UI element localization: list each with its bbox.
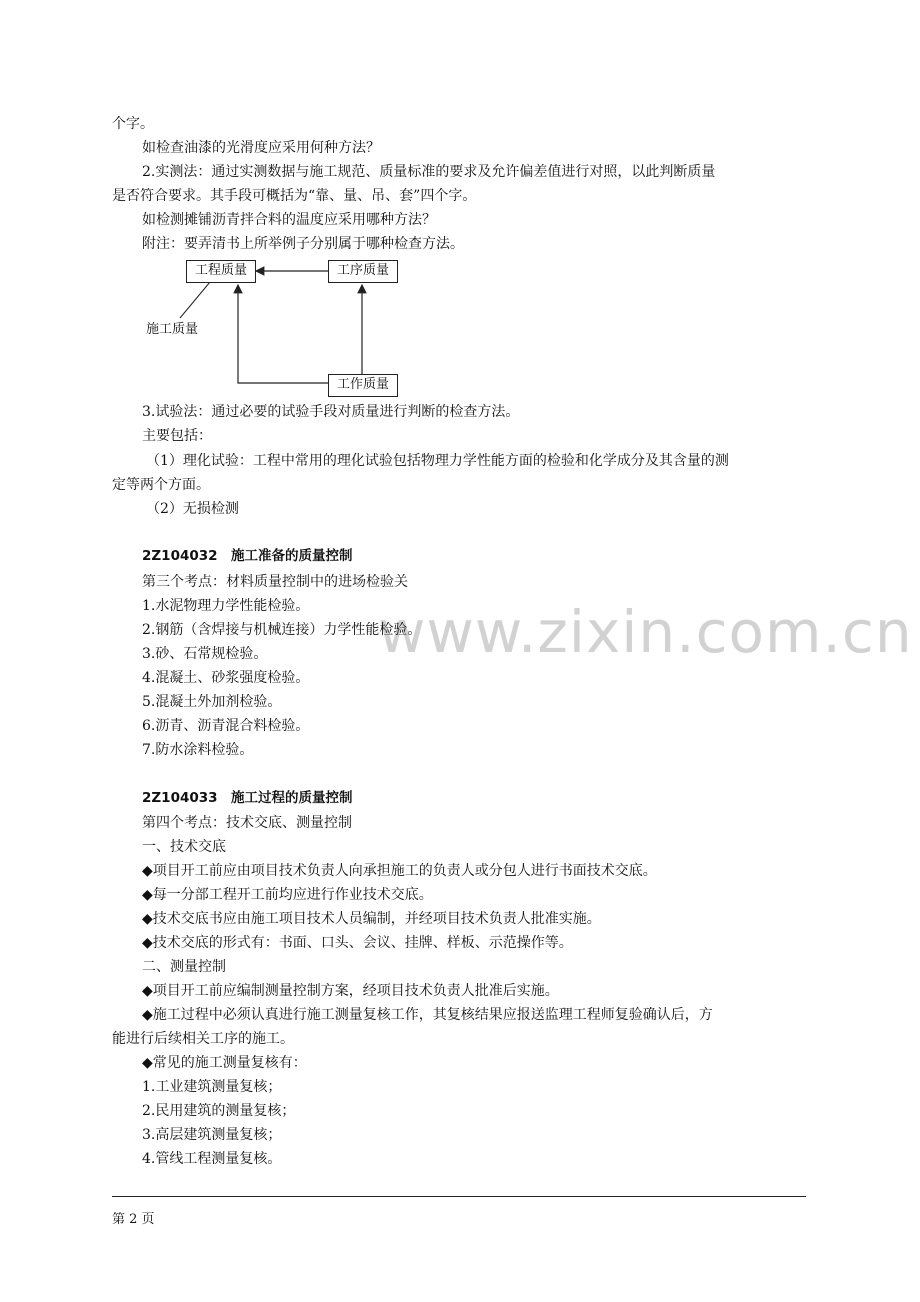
bullet-item: ◆每一分部工程开工前均应进行作业技术交底。 (142, 887, 433, 903)
text-line: 如检测摊铺沥青拌合料的温度应采用哪种方法？ (142, 212, 436, 228)
bullet-item: ◆施工过程中必须认真进行施工测量复核工作，其复核结果应报送监理工程师复验确认后，方 (142, 1007, 713, 1023)
list-item: 3.砂、石常规检验。 (142, 646, 268, 662)
list-item: 1.工业建筑测量复核； (142, 1079, 282, 1095)
bullet-item: ◆项目开工前应由项目技术负责人向承担施工的负责人或分包人进行书面技术交底。 (142, 863, 657, 879)
list-item: 4.管线工程测量复核。 (142, 1151, 282, 1167)
list-item: 6.沥青、沥青混合料检验。 (142, 718, 310, 734)
text-line: 第三个考点：材料质量控制中的进场检验关 (142, 574, 408, 590)
arrow-work-to-engineering (238, 285, 328, 383)
watermark: www.zixin.com.cn (378, 598, 913, 666)
text-line: 2.实测法：通过实测数据与施工规范、质量标准的要求及允许偏差值进行对照，以此判断质量 (142, 164, 716, 180)
quality-diagram (0, 0, 920, 420)
text-line: （1）理化试验：工程中常用的理化试验包括物理力学性能方面的检验和化学成分及其含量的测 (146, 453, 729, 469)
list-item: 4.混凝土、砂浆强度检验。 (142, 670, 310, 686)
bullet-item: ◆项目开工前应编制测量控制方案，经项目技术负责人批准后实施。 (142, 983, 559, 999)
list-item: 7.防水涂料检验。 (142, 742, 254, 758)
box-process-quality: 工序质量 (328, 260, 398, 283)
text-line: 主要包括： (142, 428, 212, 444)
footer-divider (112, 1196, 806, 1197)
text-line: （2）无损检测 (146, 501, 239, 517)
list-item: 2.钢筋（含焊接与机械连接）力学性能检验。 (142, 622, 422, 638)
text-line: 是否符合要求。其手段可概括为“靠、量、吊、套”四个字。 (112, 188, 477, 204)
section-heading: 2Z104033 施工过程的质量控制 (142, 790, 353, 806)
bullet-item: ◆技术交底书应由施工项目技术人员编制，并经项目技术负责人批准实施。 (142, 911, 601, 927)
list-item: 2.民用建筑的测量复核； (142, 1103, 296, 1119)
section-heading: 2Z104032 施工准备的质量控制 (142, 548, 353, 564)
label-pointer (180, 282, 210, 318)
text-line: 附注：要弄清书上所举例子分别属于哪种检查方法。 (142, 236, 464, 252)
box-work-quality: 工作质量 (328, 374, 398, 397)
bullet-item: ◆常见的施工测量复核有： (142, 1055, 307, 1071)
text-line: 一、技术交底 (142, 839, 226, 855)
text-line: 3.试验法：通过必要的试验手段对质量进行判断的检查方法。 (142, 404, 520, 420)
page-number: 第 2 页 (112, 1212, 155, 1227)
bullet-item: ◆技术交底的形式有：书面、口头、会议、挂牌、样板、示范操作等。 (142, 935, 573, 951)
list-item: 3.高层建筑测量复核； (142, 1127, 282, 1143)
text-line: 能进行后续相关工序的施工。 (112, 1031, 294, 1047)
label-construction-quality: 施工质量 (146, 322, 199, 337)
box-engineering-quality: 工程质量 (186, 260, 256, 283)
list-item: 1.水泥物理力学性能检验。 (142, 598, 310, 614)
text-line: 定等两个方面。 (112, 477, 210, 493)
text-line: 个字。 (112, 116, 154, 132)
list-item: 5.混凝土外加剂检验。 (142, 694, 282, 710)
text-line: 第四个考点：技术交底、测量控制 (142, 815, 352, 831)
text-line: 二、测量控制 (142, 959, 226, 975)
text-line: 如检查油漆的光滑度应采用何种方法？ (142, 140, 380, 156)
